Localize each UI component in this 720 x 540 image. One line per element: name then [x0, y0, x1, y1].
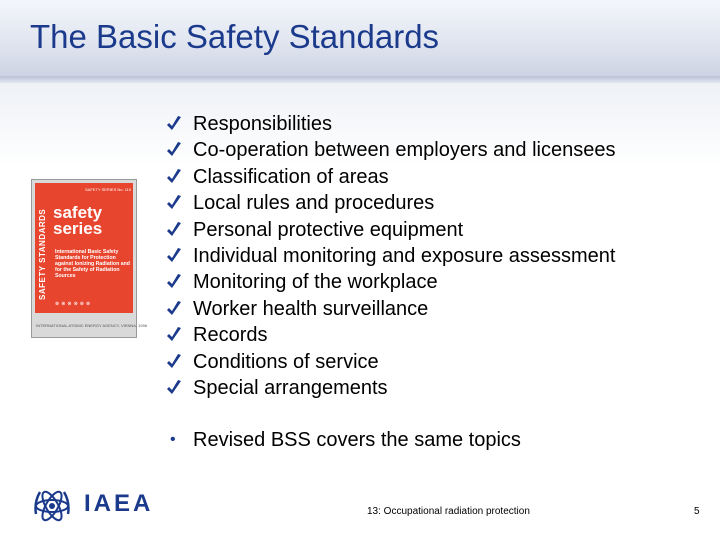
iaea-logo-text: IAEA: [84, 490, 154, 517]
list-item-label: Personal protective equipment: [193, 218, 464, 241]
check-icon: [166, 168, 182, 186]
list-item-label: Individual monitoring and exposure assessment: [193, 244, 616, 267]
list-item-label: Special arrangements: [193, 376, 388, 399]
book-logo-line1: safety: [53, 203, 103, 222]
check-icon: [166, 115, 182, 133]
bullet-icon: •: [170, 431, 176, 448]
check-icon: [166, 141, 182, 159]
book-spine-text: SAFETY STANDARDS: [38, 208, 47, 300]
list-item-label: Conditions of service: [193, 350, 379, 373]
check-icon: [166, 247, 182, 265]
revised-note-text: Revised BSS covers the same topics: [193, 429, 521, 451]
list-item-label: Responsibilities: [193, 113, 332, 135]
safety-series-book-cover: [31, 179, 148, 338]
book-symbols: ⊗⊗⊗⊗⊗⊗: [55, 301, 93, 307]
check-icon: [166, 221, 182, 239]
check-icon: [166, 194, 182, 212]
list-item-label: Worker health surveillance: [193, 297, 429, 320]
slide-title: The Basic Safety Standards: [30, 18, 440, 55]
book-publisher: INTERNATIONAL ATOMIC ENERGY AGENCY, VIENNA, 1996: [36, 323, 148, 328]
list-item-label: Monitoring of the workplace: [193, 271, 438, 294]
list-item-label: Records: [193, 324, 268, 347]
list-item-label: Local rules and procedures: [193, 192, 435, 215]
book-series-logo: [53, 205, 102, 237]
page-number: 5: [694, 506, 700, 517]
check-icon: [166, 379, 182, 397]
iaea-emblem-icon: [30, 484, 74, 528]
book-cover-title: International Basic Safety Standards for Protection against Ionizing Radiation and for the Safety of Radiation Sources: [55, 249, 130, 279]
book-series-number: SAFETY SERIES No. 115: [85, 187, 132, 192]
book-cover-panel: [35, 183, 133, 313]
check-icon: [166, 300, 182, 318]
check-icon: [166, 353, 182, 371]
list-item-label: Classification of areas: [193, 165, 389, 188]
header-divider: [0, 76, 720, 83]
footer-module-title: 13: Occupational radiation protection: [367, 506, 530, 517]
book-logo-line2: series: [53, 219, 103, 238]
check-icon: [166, 326, 182, 344]
list-item-label: Co-operation between employers and licensees: [193, 139, 616, 162]
check-icon: [166, 273, 182, 291]
